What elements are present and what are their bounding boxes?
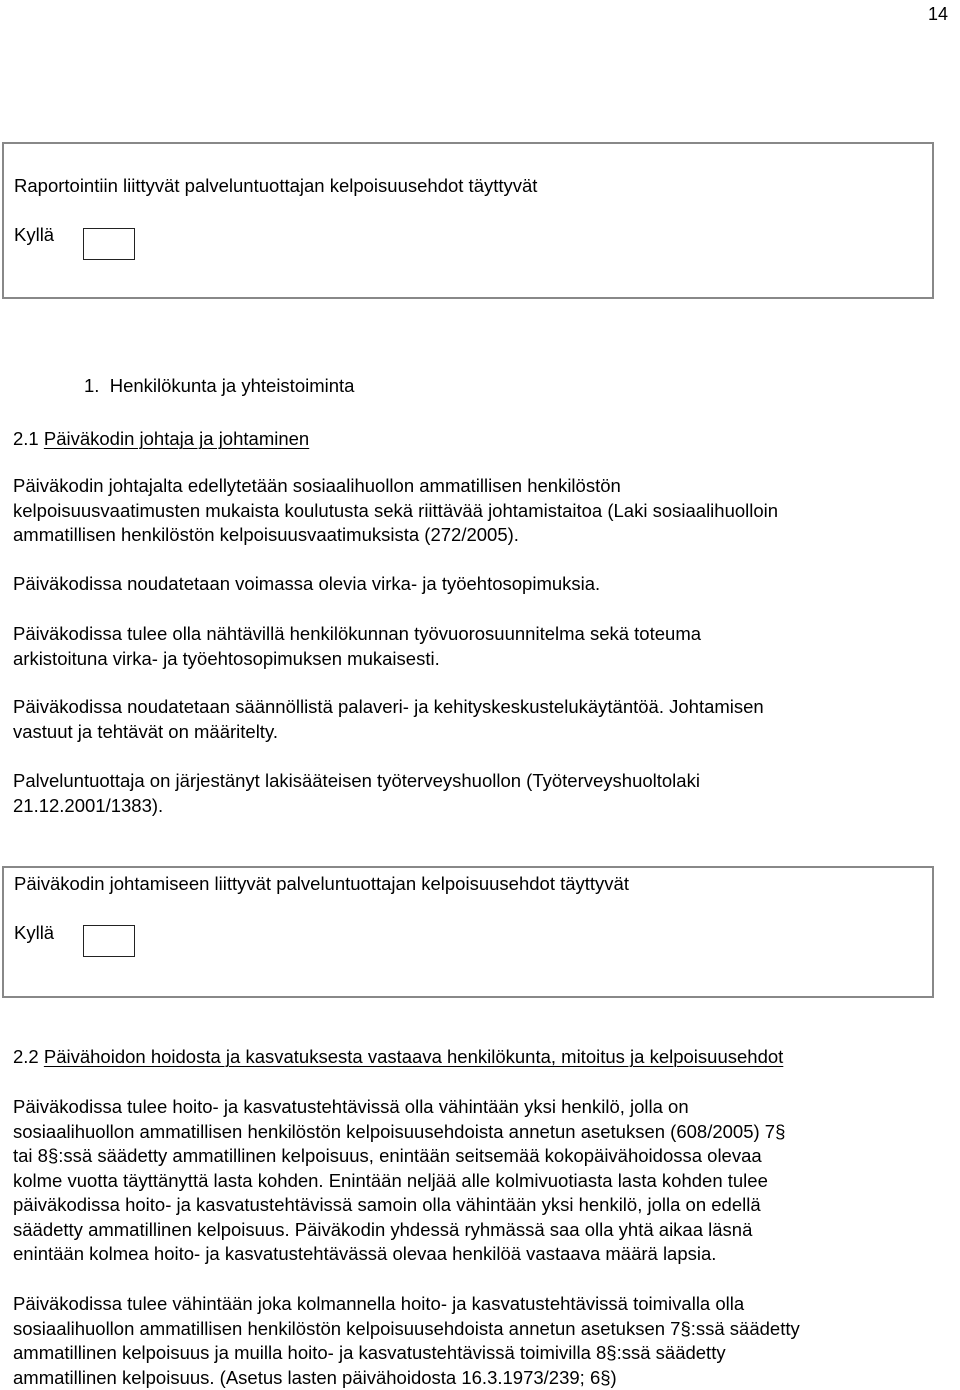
subsection-title: Päiväkodin johtaja ja johtaminen xyxy=(43,428,310,449)
paragraph xyxy=(13,695,918,744)
text-line: sosiaalihuollon ammatillisen henkilöstön kelpoisuusehdoista annetun asetuksen 7§:ssä säädetty xyxy=(13,1317,800,1339)
yes-checkbox[interactable] xyxy=(83,925,135,957)
requirement-box-reporting xyxy=(2,142,934,299)
text-line: kelpoisuusvaatimusten mukaista koulutusta sekä riittävää johtamistaitoa (Laki sosiaalihuolloin xyxy=(13,499,779,521)
text-line: säädetty ammatillinen kelpoisuus. Päiväkodin yhdessä ryhmässä saa olla yhtä aikaa läsnä xyxy=(13,1218,753,1240)
section-title: Henkilökunta ja yhteistoiminta xyxy=(109,375,355,396)
paragraph xyxy=(13,769,918,818)
text-line: Päiväkodissa noudatetaan voimassa olevia virka- ja työehtosopimuksia. xyxy=(13,573,601,594)
text-line: vastuut ja tehtävät on määritelty. xyxy=(13,720,278,742)
paragraph xyxy=(13,474,918,548)
requirement-box-leadership xyxy=(2,866,934,998)
text-line: tai 8§:ssä säädetty ammatillinen kelpoisuus, enintään seitsemää kokopäivähoidossa olevaa xyxy=(13,1145,762,1166)
text-line: ammatillinen kelpoisuus. (Asetus lasten päivähoidosta 16.3.1973/239; 6§) xyxy=(13,1366,617,1388)
section-heading xyxy=(84,374,354,399)
text-line: päiväkodissa hoito- ja kasvatustehtävissä samoin olla vähintään yksi henkilö, jolla on edellä xyxy=(13,1194,761,1215)
yes-label: Kyllä xyxy=(14,224,55,245)
text-line: sosiaalihuollon ammatillisen henkilöstön kelpoisuusehdoista annetun asetuksen (608/2005) 7§ xyxy=(13,1120,786,1142)
text-line: Päiväkodissa tulee hoito- ja kasvatustehtävissä olla vähintään yksi henkilö, jolla on xyxy=(13,1096,689,1117)
box-statement: Päiväkodin johtamiseen liittyvät palveluntuottajan kelpoisuusehdot täyttyvät xyxy=(14,873,629,894)
section-number: 1. xyxy=(84,375,100,396)
text-line: Päiväkodissa noudatetaan säännöllistä palaveri- ja kehityskeskustelukäytäntöä. Johtamisen xyxy=(13,696,764,717)
text-line: enintään kolmea hoito- ja kasvatustehtävässä olevaa henkilöä vastaava määrä lapsia. xyxy=(13,1243,717,1264)
text-line: ammatillisen henkilöstön kelpoisuusvaatimuksista (272/2005). xyxy=(13,524,519,545)
text-line: Palveluntuottaja on järjestänyt lakisääteisen työterveyshuollon (Työterveyshuoltolaki xyxy=(13,770,700,791)
subsection-heading xyxy=(13,427,309,452)
text-line: Päiväkodissa tulee olla nähtävillä henkilökunnan työvuorosuunnitelma sekä toteuma xyxy=(13,623,702,644)
subsection-title: Päivähoidon hoidosta ja kasvatuksesta vastaava henkilökunta, mitoitus ja kelpoisuusehdot xyxy=(43,1046,784,1067)
text-line: kolme vuotta täyttänyttä lasta kohden. Enintään neljää alle kolmivuotiasta lasta kohden tulee xyxy=(13,1169,768,1191)
paragraph xyxy=(13,622,918,671)
yes-label: Kyllä xyxy=(14,922,55,943)
paragraph xyxy=(13,572,918,597)
subsection-heading xyxy=(13,1045,783,1070)
paragraph xyxy=(13,1095,918,1267)
box-statement: Raportointiin liittyvät palveluntuottajan kelpoisuusehdot täyttyvät xyxy=(14,175,538,196)
text-line: Päiväkodin johtajalta edellytetään sosiaalihuollon ammatillisen henkilöstön xyxy=(13,475,621,496)
yes-checkbox[interactable] xyxy=(83,228,135,260)
text-line: ammatillinen kelpoisuus ja muilla hoito- ja kasvatustehtävissä toimivilla 8§:ssä säädetty xyxy=(13,1342,726,1363)
text-line: 21.12.2001/1383). xyxy=(13,794,164,816)
subsection-number: 2.2 xyxy=(13,1046,39,1067)
page-number: 14 xyxy=(927,4,948,24)
text-line: Päiväkodissa tulee vähintään joka kolmannella hoito- ja kasvatustehtävissä toimivalla olla xyxy=(13,1293,745,1314)
subsection-number: 2.1 xyxy=(13,428,39,449)
paragraph xyxy=(13,1292,918,1390)
text-line: arkistoituna virka- ja työehtosopimuksen mukaisesti. xyxy=(13,647,440,669)
